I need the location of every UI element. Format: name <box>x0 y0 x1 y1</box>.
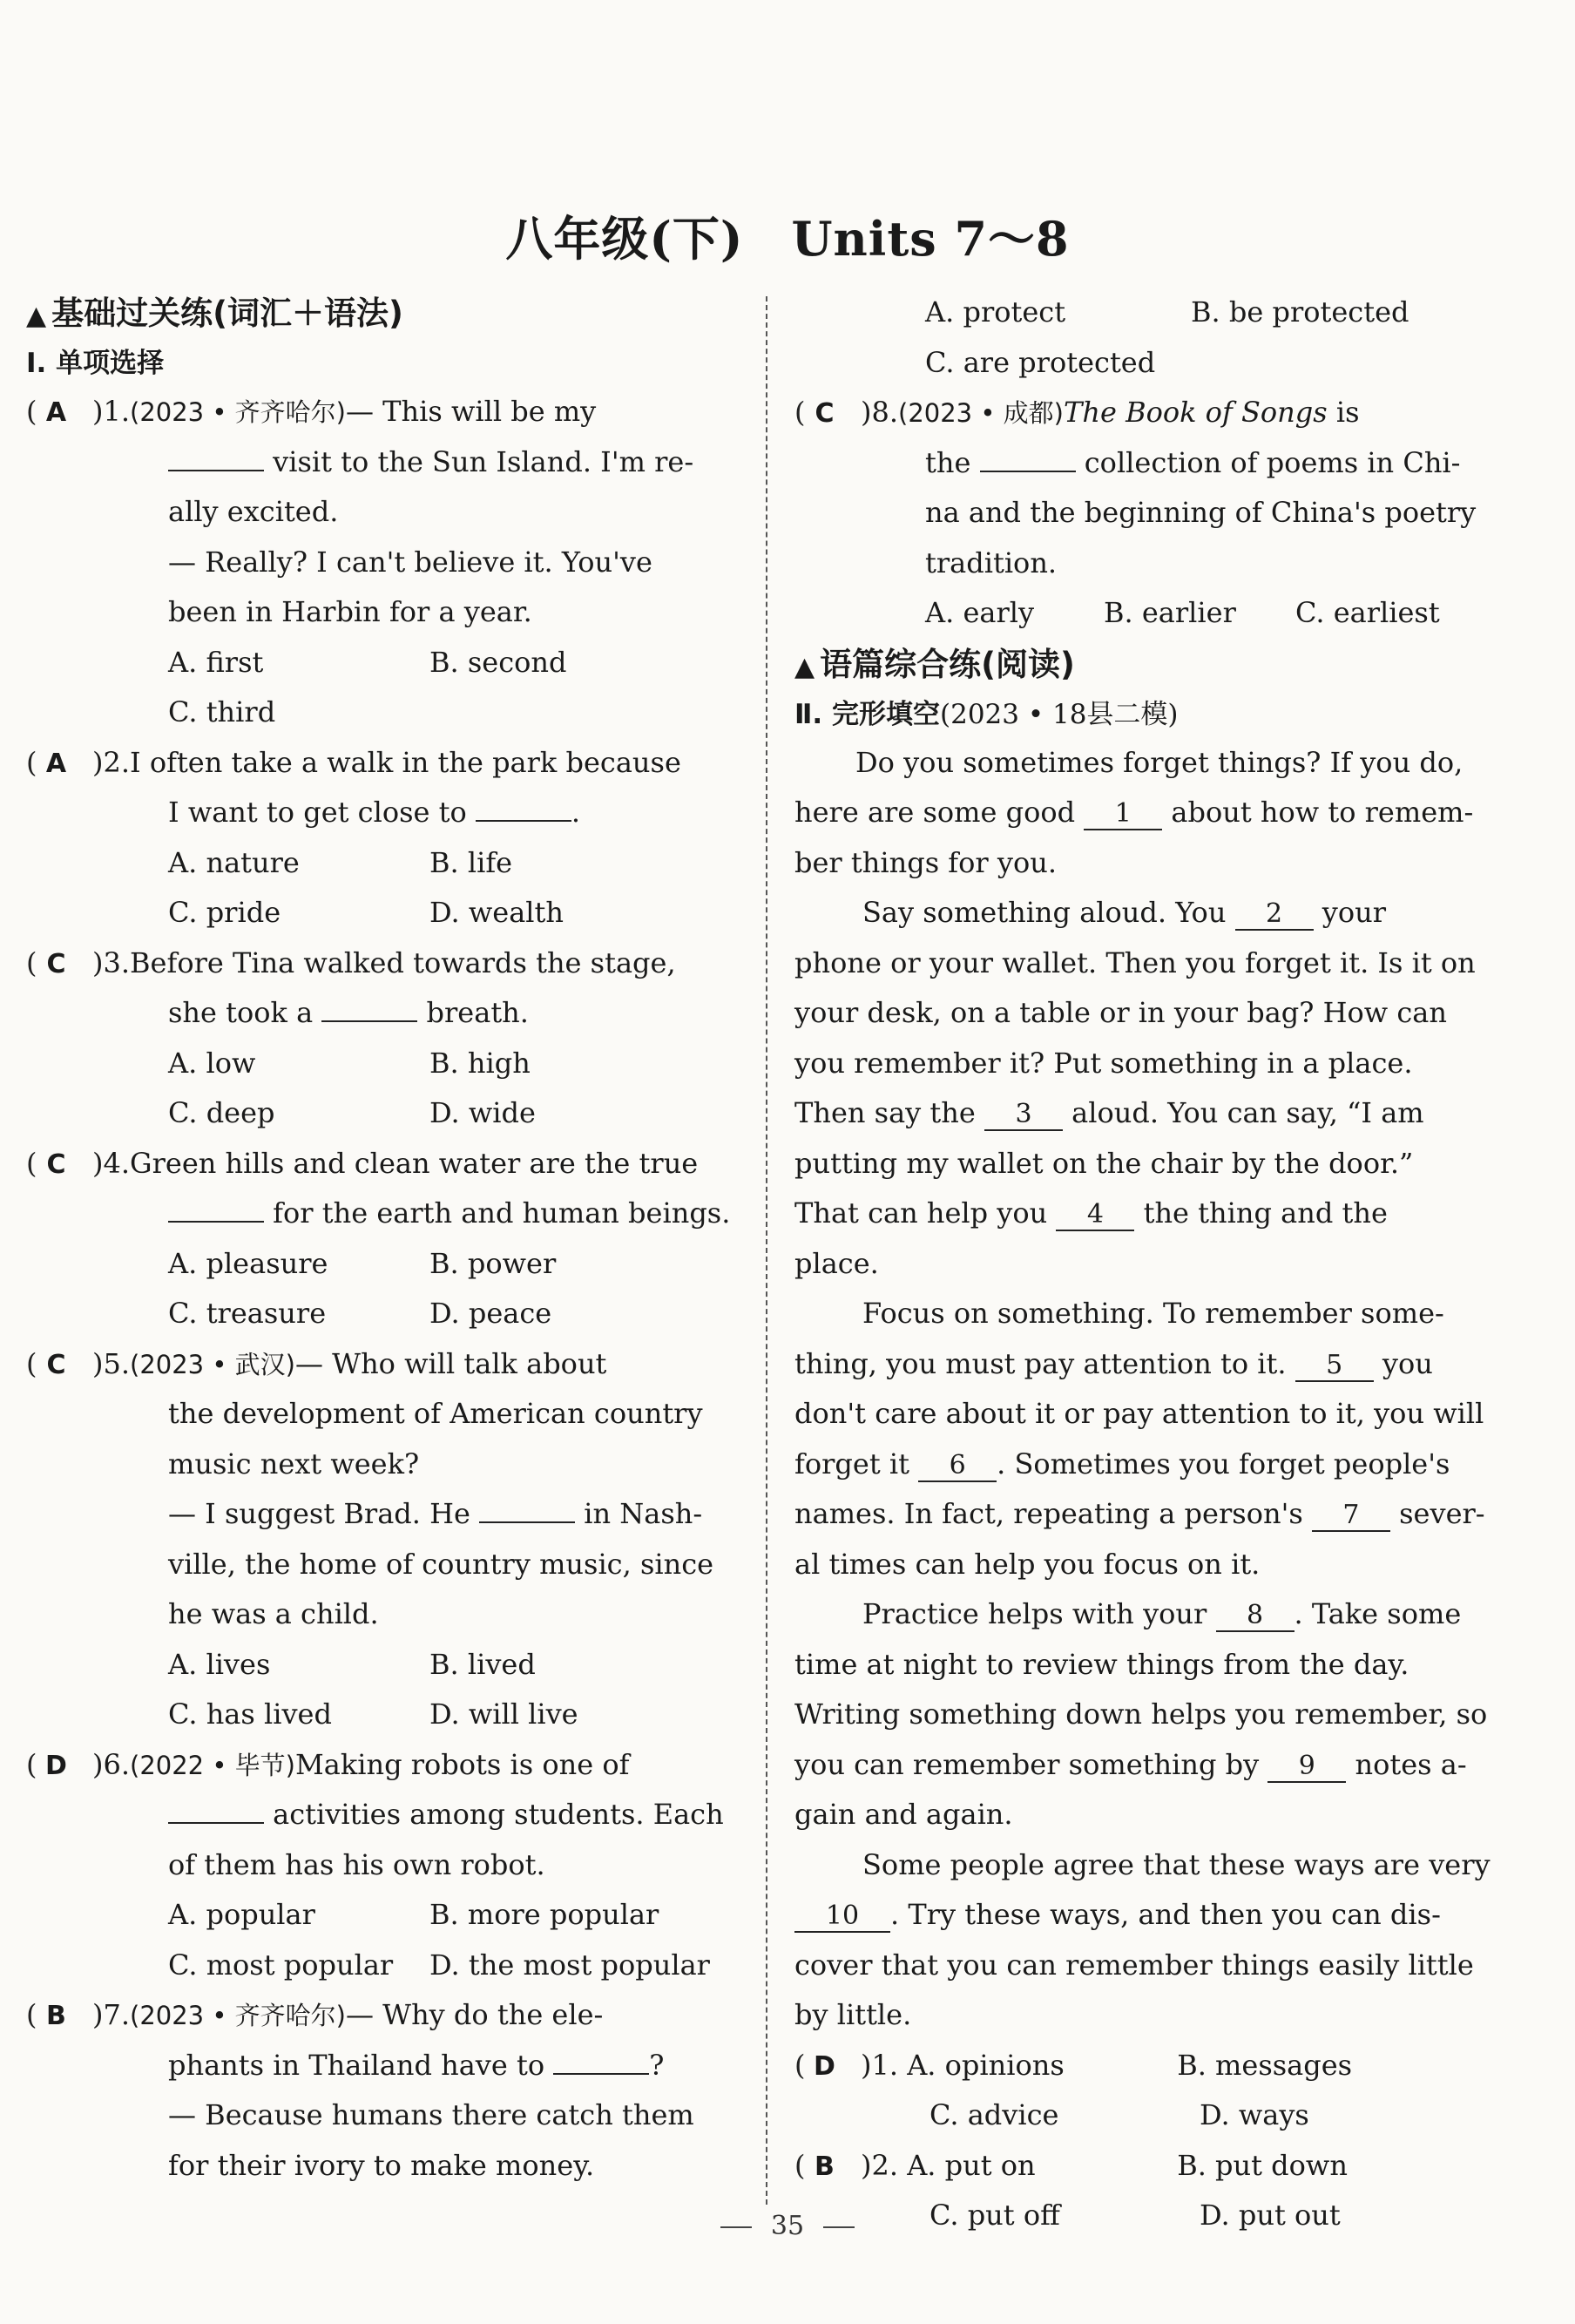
option-c: C. has lived <box>168 1697 332 1731</box>
option-d: D. the most popular <box>429 1948 710 1982</box>
cloze-blank-6: 6 <box>918 1451 997 1482</box>
option-d: D. put out <box>1200 2199 1341 2232</box>
option-a: A. first <box>168 645 264 679</box>
question-7-options <box>794 288 1500 388</box>
cloze-blank-3: 3 <box>984 1100 1063 1131</box>
option-b: B. be protected <box>1191 295 1409 329</box>
cloze-blank-8: 8 <box>1216 1601 1294 1632</box>
answer-blank <box>168 1796 264 1824</box>
answer-mark: D <box>814 2050 835 2082</box>
option-d: D. will live <box>429 1697 578 1731</box>
question-7: ( B )7.(2023 • 齐齐哈尔)— Why do the ele- phants in Thailand have to ? — Because humans there catch them for their ivory to make money. <box>26 1990 736 2191</box>
option-c: C. pride <box>168 896 281 929</box>
answer-mark: C <box>815 398 835 429</box>
option-b: B. earlier <box>1104 596 1236 629</box>
option-a: A. low <box>168 1046 256 1080</box>
answer-blank <box>168 444 264 471</box>
option-a: A. opinions <box>907 2048 1065 2082</box>
source-tag: (2023 • 齐齐哈尔) <box>130 397 346 427</box>
option-b: B. high <box>429 1046 531 1080</box>
cloze-blank-1: 1 <box>1084 799 1162 830</box>
answer-mark: D <box>45 1750 67 1781</box>
answer-blank <box>479 1495 575 1523</box>
option-c: C. third <box>168 695 276 728</box>
source-tag: (2023 • 18县二模) <box>940 698 1179 730</box>
left-column <box>26 288 736 2191</box>
answer-mark: A <box>45 748 67 779</box>
page-number: 35 <box>770 2211 805 2241</box>
option-c: C. treasure <box>168 1297 327 1330</box>
answer-mark: C <box>46 948 66 979</box>
answer-blank <box>321 994 417 1022</box>
cloze-question-1: ( D )1. A. opinions B. messages C. advice D. ways <box>794 2041 1500 2141</box>
answer-blank <box>553 2047 649 2075</box>
triangle-icon: ▲ <box>794 651 815 682</box>
answer-mark: B <box>46 2001 66 2031</box>
answer-blank <box>168 1195 264 1223</box>
option-a: A. nature <box>168 845 300 879</box>
option-a: A. popular <box>168 1898 315 1931</box>
option-b: B. more popular <box>429 1898 659 1931</box>
question-8: ( C )8.(2023 • 成都)The Book of Songs is the collection of poems in Chi- na and the beginning of China's poetry tradition. A. early B. earlier C. earliest <box>794 388 1500 639</box>
answer-mark: C <box>46 1148 66 1180</box>
answer-mark: A <box>45 397 67 428</box>
option-a: A. early <box>925 596 1035 629</box>
option-c: C. deep <box>168 1096 275 1129</box>
option-d: D. wealth <box>429 896 564 929</box>
source-tag: (2023 • 武汉) <box>130 1349 295 1379</box>
source-tag: (2023 • 齐齐哈尔) <box>130 2001 346 2030</box>
column-divider <box>766 296 767 2205</box>
answer-mark: B <box>815 2151 835 2182</box>
part-heading-cloze: Ⅱ. 完形填空(2023 • 18县二模) <box>794 698 1179 730</box>
source-tag: (2023 • 成都) <box>898 398 1064 428</box>
cloze-blank-5: 5 <box>1295 1351 1374 1382</box>
option-a: A. protect <box>925 295 1066 329</box>
option-b: B. second <box>429 645 567 679</box>
option-a: A. pleasure <box>168 1246 328 1280</box>
answer-blank <box>476 794 571 822</box>
page-title: 八年级(下) Units 7～8 <box>505 211 1070 267</box>
option-c: C. most popular <box>168 1948 394 1982</box>
right-column <box>794 288 1500 2241</box>
option-d: D. wide <box>429 1096 536 1129</box>
option-a: A. lives <box>168 1647 271 1681</box>
part-heading-single-choice: Ⅰ. 单项选择 <box>26 348 165 379</box>
book-title: The Book of Songs <box>1064 396 1328 429</box>
option-b: B. put down <box>1177 2148 1348 2182</box>
option-d: D. peace <box>429 1297 552 1330</box>
cloze-blank-7: 7 <box>1312 1501 1390 1532</box>
option-b: B. messages <box>1177 2048 1353 2082</box>
option-b: B. power <box>429 1246 557 1280</box>
answer-blank <box>980 444 1076 472</box>
question-6: ( D )6.(2022 • 毕节)Making robots is one of activities among students. Each of them has his own robot. A. popular B. more popular C. most popular D. the most popular <box>26 1740 736 1991</box>
option-a: A. put on <box>907 2148 1036 2182</box>
source-tag: (2022 • 毕节) <box>130 1750 295 1780</box>
question-3: ( C )3.Before Tina walked towards the stage, she took a breath. A. low B. high C. deep D. wide <box>26 938 736 1139</box>
option-b: B. life <box>429 845 513 879</box>
cloze-passage: Do you sometimes forget things? If you do, here are some good 1 about how to remem- ber things for you. Say something aloud. You 2 your phone or your wallet. Then you forget it. Is it on your desk, on a table or in your bag? How can you remember it? Put something in a place. Then say the 3 aloud. You can say, “I am putting my wallet on the chair by the door.” That can help you 4 the thing and the place. Focus on something. To remember some- thing, you must pay attention to it. 5 you don't care about it or pay attention to it, you will forget it 6 . Sometimes you forget people's names. In fact, repeating a person's 7 sever- al times can help you focus on it. Practice helps with your 8 . Take some time at night to review things from the day. Writing something down helps you remember, so you can remember something by 9 notes a- gain and again. Some people agree that these ways are very 10 . Try these ways, and then you can dis- cover that you can remember things easily little by little. <box>794 745 1491 2031</box>
option-c: C. are protected <box>925 345 1156 379</box>
section-heading-reading: ▲ 语篇综合练(阅读) <box>794 645 1075 683</box>
section-heading-basic: ▲ 基础过关练(词汇＋语法) <box>26 295 403 332</box>
cloze-blank-9: 9 <box>1267 1751 1346 1783</box>
cloze-question-2: ( B )2. A. put on B. put down C. put off D. put out <box>794 2141 1500 2241</box>
question-5: ( C )5.(2023 • 武汉)— Who will talk about the development of American country music next week? — I suggest Brad. He in Nash- ville, the home of country music, since he was a child. A. lives B. lived C. has lived D. will live <box>26 1339 736 1740</box>
cloze-blank-2: 2 <box>1235 899 1314 931</box>
option-d: D. ways <box>1200 2098 1309 2131</box>
question-2: ( A )2.I often take a walk in the park because I want to get close to . A. nature B. life C. pride D. wealth <box>26 738 736 938</box>
option-c: C. put off <box>929 2199 1060 2232</box>
question-1: ( A )1.(2023 • 齐齐哈尔)— This will be my visit to the Sun Island. I'm re- ally excited. — Really? I can't believe it. You've been in Harbin for a year. A. first B. second C. third <box>26 387 736 738</box>
cloze-blank-10: 10 <box>794 1901 890 1933</box>
cloze-blank-4: 4 <box>1056 1200 1134 1231</box>
triangle-icon: ▲ <box>26 301 47 331</box>
page-footer <box>0 2211 1575 2241</box>
answer-mark: C <box>46 1349 66 1380</box>
option-c: C. earliest <box>1295 596 1440 629</box>
option-c: C. advice <box>929 2098 1059 2131</box>
question-4: ( C )4.Green hills and clean water are the true for the earth and human beings. A. pleasure B. power C. treasure D. peace <box>26 1139 736 1339</box>
option-b: B. lived <box>429 1647 536 1681</box>
